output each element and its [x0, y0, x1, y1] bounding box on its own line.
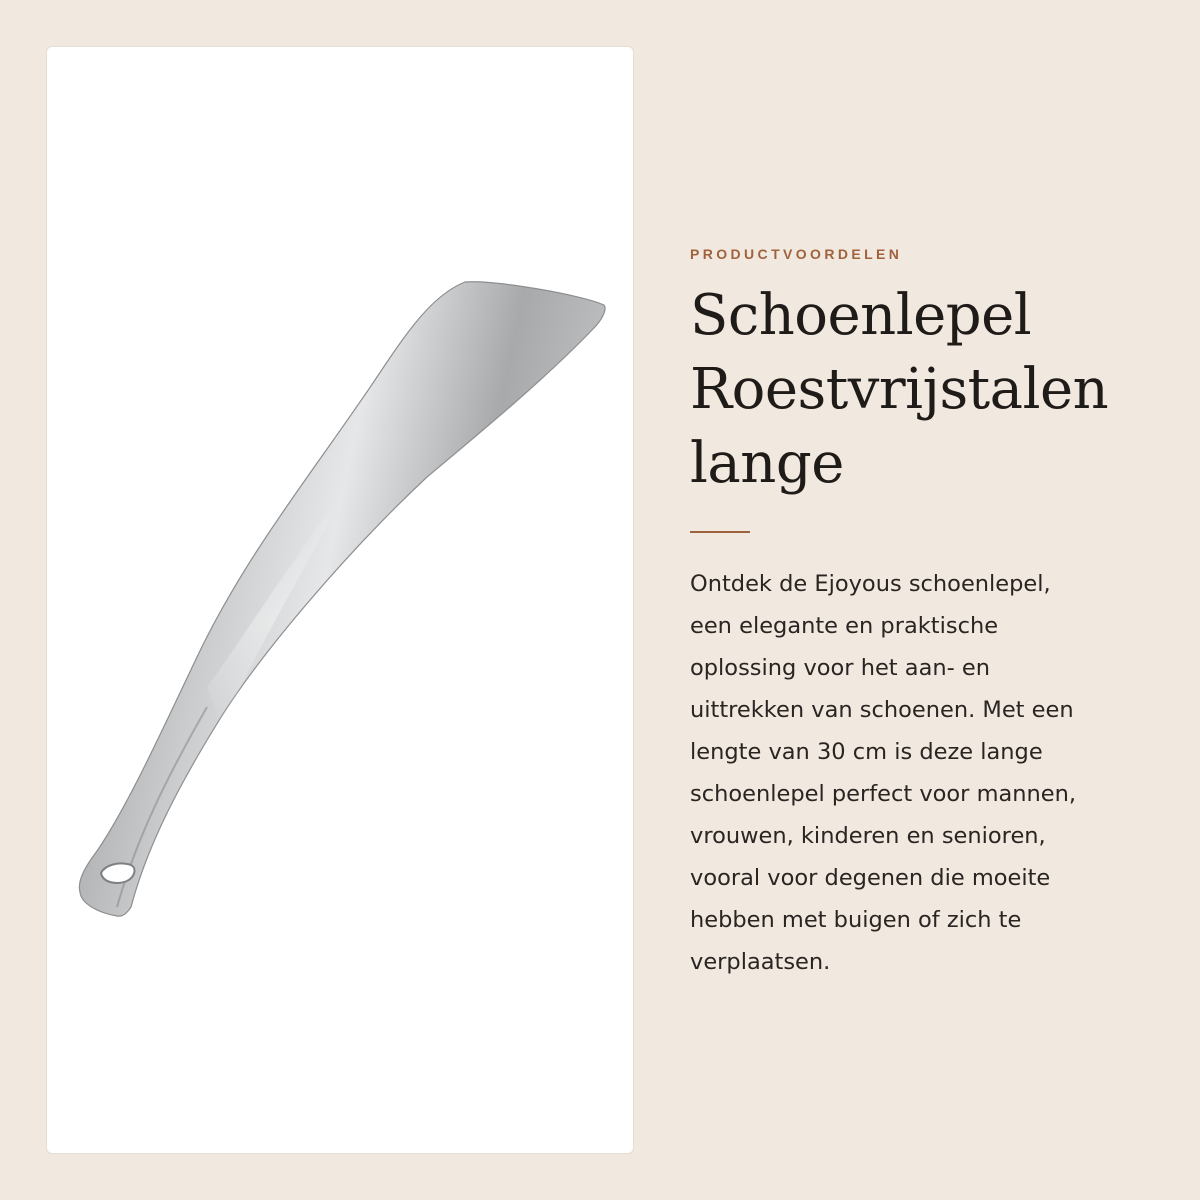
- product-image-card: [46, 46, 634, 1154]
- title-line: Roestvrijstalen: [690, 357, 1109, 422]
- description-line: oplossing voor het aan- en: [690, 655, 990, 681]
- description-line: uittrekken van schoenen. Met een: [690, 697, 1074, 723]
- description-line: verplaatsen.: [690, 949, 831, 975]
- accent-divider: [690, 531, 750, 533]
- description-line: Ontdek de Ejoyous schoenlepel,: [690, 571, 1051, 597]
- product-description: [690, 563, 1130, 983]
- title-line: lange: [690, 431, 844, 496]
- description-line: vrouwen, kinderen en senioren,: [690, 823, 1046, 849]
- description-line: schoenlepel perfect voor mannen,: [690, 781, 1077, 807]
- description-line: een elegante en praktische: [690, 613, 999, 639]
- product-benefits-section: [690, 243, 1160, 983]
- description-line: vooral voor degenen die moeite: [690, 865, 1051, 891]
- shoehorn-image: [47, 47, 634, 1154]
- description-line: hebben met buigen of zich te: [690, 907, 1022, 933]
- product-title: [690, 279, 1110, 501]
- eyebrow-label: PRODUCTVOORDELEN: [690, 246, 903, 262]
- description-line: lengte van 30 cm is deze lange: [690, 739, 1043, 765]
- title-line: Schoenlepel: [690, 283, 1032, 348]
